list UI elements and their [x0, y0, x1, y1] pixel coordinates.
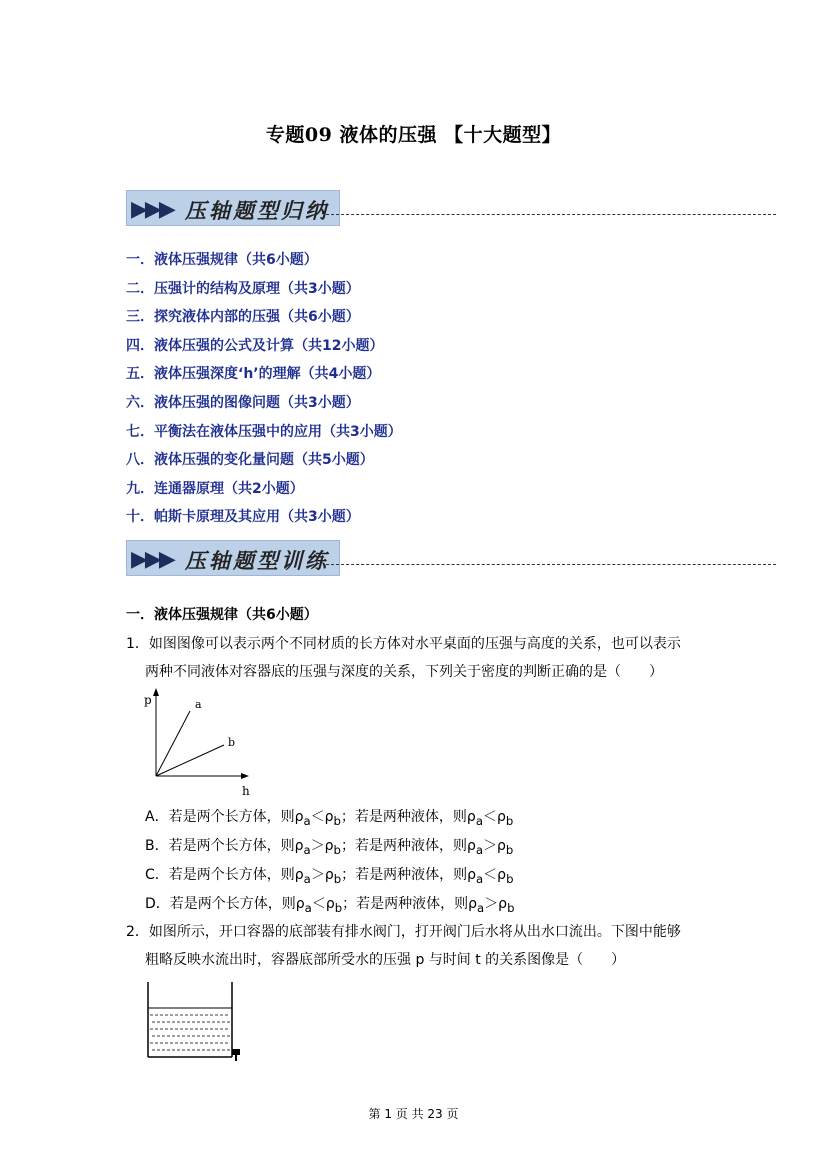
question-2-line-2: 粗略反映水流出时，容器底部所受水的压强 p 与时间 t 的关系图像是（ ）	[145, 952, 626, 968]
topic-list	[126, 246, 402, 532]
section-banner-training	[126, 540, 776, 580]
y-axis-arrow-icon	[153, 688, 159, 696]
x-axis-arrow-icon	[241, 773, 249, 779]
banner-box	[126, 540, 340, 576]
topic-item[interactable]: 九．连通器原理（共2小题）	[126, 480, 304, 497]
topic-item[interactable]: 十．帕斯卡原理及其应用（共3小题）	[126, 509, 360, 526]
triple-arrow-icon: ▶▶▶	[131, 547, 173, 572]
topic-item[interactable]: 三．探究液体内部的压强（共6小题）	[126, 309, 360, 326]
drain-valve-icon	[232, 1049, 240, 1055]
option-d[interactable]: D．若是两个长方体，则$\rho_a<\rho_b$；若是两种液体，则$\rho_a>\rho_b$	[145, 896, 515, 915]
topic-item[interactable]: 八．液体压强的变化量问题（共5小题）	[126, 452, 374, 469]
line-a	[156, 711, 190, 776]
topic-item[interactable]: 七．平衡法在液体压强中的应用（共3小题）	[126, 423, 402, 440]
topic-item[interactable]: 五．液体压强深度‘h’的理解（共4小题）	[126, 366, 381, 383]
water-fill	[150, 1015, 230, 1050]
topic-item[interactable]: 四．液体压强的公式及计算（共12小题）	[126, 337, 384, 354]
question-1-line-1: 1．如图图像可以表示两个不同材质的长方体对水平桌面的压强与高度的关系，也可以表示	[126, 636, 681, 652]
x-axis-label: h	[242, 784, 250, 798]
triple-arrow-icon: ▶▶▶	[131, 197, 173, 222]
section-banner-summary	[126, 190, 776, 230]
line-a-label: a	[195, 698, 202, 711]
banner-label: 压轴题型归纳	[185, 198, 329, 223]
section-heading: 一．液体压强规律（共6小题）	[126, 607, 318, 623]
dashed-divider	[326, 564, 776, 565]
pressure-height-graph	[140, 688, 255, 798]
page-title: 专题09 液体的压强 【十大题型】	[265, 124, 562, 146]
container-diagram	[144, 982, 244, 1062]
topic-item[interactable]: 六．液体压强的图像问题（共3小题）	[126, 394, 360, 411]
topic-item[interactable]: 二．压强计的结构及原理（共3小题）	[126, 280, 360, 297]
dashed-divider	[326, 214, 776, 215]
line-b	[156, 745, 224, 776]
option-b[interactable]: B．若是两个长方体，则$\rho_a>\rho_b$；若是两种液体，则$\rho_a>\rho_b$	[145, 838, 514, 857]
page-footer: 第 1 页 共 23 页	[368, 1107, 459, 1121]
option-a[interactable]: A．若是两个长方体，则$\rho_a<\rho_b$；若是两种液体，则$\rho_a<\rho_b$	[145, 809, 514, 828]
question-1-line-2: 两种不同液体对容器底的压强与深度的关系，下列关于密度的判断正确的是（ ）	[145, 664, 663, 680]
topic-item[interactable]: 一．液体压强规律（共6小题）	[126, 252, 318, 268]
line-b-label: b	[228, 736, 236, 749]
banner-box	[126, 190, 340, 226]
y-axis-label: p	[144, 693, 152, 707]
banner-label: 压轴题型训练	[185, 548, 329, 573]
question-2-line-1: 2．如图所示，开口容器的底部装有排水阀门，打开阀门后水将从出水口流出。下图中能够	[126, 924, 681, 940]
option-c[interactable]: C．若是两个长方体，则$\rho_a>\rho_b$；若是两种液体，则$\rho_a<\rho_b$	[145, 867, 514, 886]
